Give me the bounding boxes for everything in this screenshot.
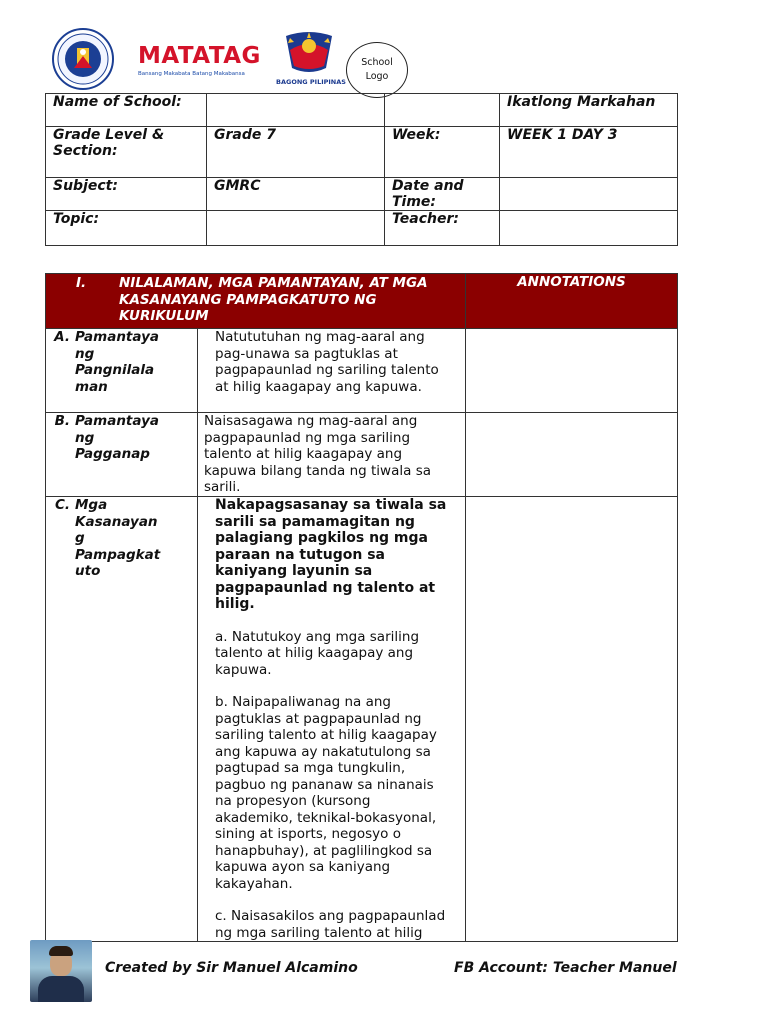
matatag-logo [138, 44, 260, 88]
date-time-label: Date and Time: [385, 178, 500, 211]
table-row [46, 329, 678, 413]
subject-label: Subject: [46, 178, 207, 211]
grade-level-label: Grade Level & Section: [46, 127, 207, 178]
row-c-content [198, 497, 466, 942]
row-label-text: Pamantaya ng Pangnilala man [75, 329, 159, 395]
fb-account-text: FB Account: Teacher Manuel [454, 960, 677, 976]
row-content-text: Natututuhan ng mag-aaral ang pag-unawa sa pagtuklas at pagpapaunlad ng sariling talento at hilig kaagapay ang kapuwa. [215, 329, 439, 395]
row-letter: B. [54, 413, 70, 429]
row-letter: C. [54, 497, 70, 513]
curriculum-table [45, 273, 678, 942]
name-of-school-label: Name of School: [46, 94, 207, 127]
subject-value: GMRC [207, 178, 385, 211]
photo-hair [49, 946, 73, 956]
competency-item-a: a. Natutukoy ang mga sariling talento at hilig kaagapay ang kapuwa. [215, 628, 420, 678]
competency-lead: Nakapagsasanay sa tiwala sa sarili sa pamamagitan ng palagiang pagkilos ng mga paraan na tutugon sa kaniyang layunin sa pagpapaunlad ng talento at hilig. [215, 497, 447, 612]
row-a-annotation [466, 329, 678, 413]
created-by-text: Created by Sir Manuel Alcamino [105, 960, 358, 976]
row-content-text: Naisasagawa ng mag-aaral ang pagpapaunlad ng mga sariling talento at hilig kaagapay ang kapuwa bilang tanda ng tiwala sa sarili. [204, 413, 431, 495]
competency-item-c: c. Naisasakilos ang pagpapaunlad ng mga sariling talento at hilig [215, 908, 446, 941]
section-title: NILALAMAN, MGA PAMANTAYAN, AT MGA KASANAYANG PAMPAGKATUTO NG KURIKULUM [119, 275, 428, 324]
week-label: Week: [385, 127, 500, 178]
row-c-label [46, 497, 198, 942]
topic-value [207, 211, 385, 246]
row-label-text: Mga Kasanayan g Pampagkat uto [75, 497, 161, 579]
teacher-photo [30, 940, 92, 1002]
row-a-label [46, 329, 198, 413]
topic-label: Topic: [46, 211, 207, 246]
row-c-annotation [466, 497, 678, 942]
teacher-label: Teacher: [385, 211, 500, 246]
row-letter: A. [54, 329, 70, 345]
row-b-label [46, 413, 198, 497]
row-b-annotation [466, 413, 678, 497]
competency-item-b: b. Naipapaliwanag na ang pagtuklas at pagpapaunlad ng sariling talento at hilig kaagapay ang kapuwa ay nakatutulong sa pagtupad sa mga tungkulin, pagbuo ng pananaw sa ninanais na propesyon (kursong akademiko, teknikal-bokasyonal, sining at isports, negosyo o hanapbuhay), at paglilingkod sa kapuwa ayon sa kaniyang kakayahan. [215, 694, 437, 892]
name-of-school-value [207, 94, 385, 127]
date-time-value [500, 178, 678, 211]
matatag-tagline: Bansang Makabata Batang Makabansa [138, 71, 245, 77]
school-logo-line-2: Logo [365, 71, 389, 82]
section-number: I. [76, 275, 87, 291]
school-logo-line-1: School [361, 57, 393, 68]
annotations-header-label: ANNOTATIONS [517, 274, 626, 290]
bagong-pilipinas-caption: BAGONG PILIPINAS [276, 78, 346, 86]
lesson-info-table [45, 93, 678, 246]
section-header [46, 274, 466, 329]
table-row [46, 497, 678, 942]
deped-seal-icon [52, 28, 114, 90]
bagong-pilipinas-logo [276, 28, 346, 86]
photo-shirt [38, 976, 84, 1002]
week-value: WEEK 1 DAY 3 [500, 127, 678, 178]
teacher-value [500, 211, 678, 246]
matatag-word: MATATAG [138, 43, 261, 69]
grade-level-value: Grade 7 [207, 127, 385, 178]
row-a-content [198, 329, 466, 413]
quarter-value: Ikatlong Markahan [500, 94, 678, 127]
annotations-header [466, 274, 678, 329]
table-row [46, 413, 678, 497]
row-label-text: Pamantaya ng Pagganap [75, 413, 159, 462]
blank-cell [385, 94, 500, 127]
school-logo [346, 42, 408, 98]
row-b-content [198, 413, 466, 497]
bagong-pilipinas-emblem-icon [276, 28, 342, 76]
